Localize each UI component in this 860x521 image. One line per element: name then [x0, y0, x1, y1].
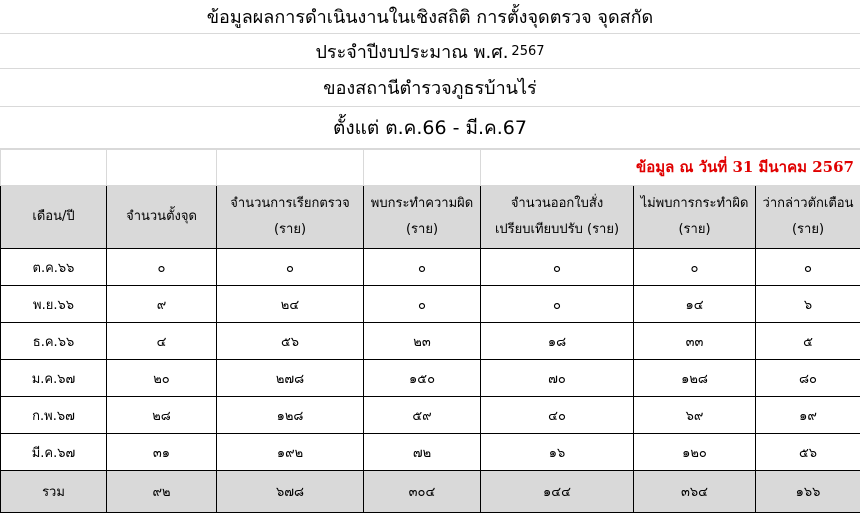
table-cell: ๔ [107, 323, 217, 360]
total-cell: ๙๒ [107, 471, 217, 513]
table-cell: ๐ [481, 249, 634, 286]
month-cell: ก.พ.๖๗ [1, 397, 107, 434]
table-cell: ๒๔ [217, 286, 364, 323]
table-cell: ๑๘ [481, 323, 634, 360]
table-cell: ๖๙ [634, 397, 756, 434]
period-text: ตั้งแต่ ต.ค.66 - มี.ค.67 [333, 117, 527, 139]
month-cell: ธ.ค.๖๖ [1, 323, 107, 360]
column-header: จำนวนออกใบสั่ง เปรียบเทียบปรับ (ราย) [481, 186, 634, 249]
table-row [1, 286, 860, 323]
column-header: จำนวนการเรียกตรวจ (ราย) [217, 186, 364, 249]
table-cell: ๑๙ [756, 397, 860, 434]
data-date-row [1, 149, 860, 186]
column-header: ไม่พบการกระทำผิด (ราย) [634, 186, 756, 249]
table-row [1, 397, 860, 434]
table-cell: ๗๒ [364, 434, 481, 471]
table-row [1, 249, 860, 286]
header-row [1, 186, 860, 249]
table-cell: ๒๐ [107, 360, 217, 397]
table-cell: ๐ [364, 249, 481, 286]
table-cell: ๙ [107, 286, 217, 323]
total-label: รวม [1, 471, 107, 513]
fiscal-year-row [0, 34, 860, 69]
total-cell: ๑๔๔ [481, 471, 634, 513]
table-cell: ๐ [217, 249, 364, 286]
report-title [0, 0, 860, 34]
table-cell: ๒๘ [107, 397, 217, 434]
table-cell: ๑๕๐ [364, 360, 481, 397]
table-cell: ๑๒๘ [217, 397, 364, 434]
table-cell: ๑๔ [634, 286, 756, 323]
statistics-table [0, 148, 860, 513]
table-cell: ๕๙ [364, 397, 481, 434]
table-cell: ๓๓ [634, 323, 756, 360]
table-cell: ๑๒๘ [634, 360, 756, 397]
month-cell: พ.ย.๖๖ [1, 286, 107, 323]
total-cell: ๖๗๘ [217, 471, 364, 513]
column-header: ว่ากล่าวตักเตือน (ราย) [756, 186, 860, 249]
total-cell: ๓๐๔ [364, 471, 481, 513]
table-cell: ๐ [481, 286, 634, 323]
table-cell: ๔๐ [481, 397, 634, 434]
table-cell: ๕๖ [217, 323, 364, 360]
column-header: จำนวนตั้งจุด [107, 186, 217, 249]
period-row [0, 107, 860, 150]
report-title-text: ข้อมูลผลการดำเนินงานในเชิงสถิติ การตั้งจุดตรวจ จุดสกัด [206, 7, 654, 28]
fiscal-year-label: ประจำปีงบประมาณ พ.ศ. [315, 41, 509, 63]
month-cell: มี.ค.๖๗ [1, 434, 107, 471]
data-date: ข้อมูล ณ วันที่ 31 มีนาคม 2567 [481, 149, 860, 186]
table-cell: ๘๐ [756, 360, 860, 397]
table-cell: ๒๗๘ [217, 360, 364, 397]
table-cell: ๒๓ [364, 323, 481, 360]
column-header: พบกระทำความผิด (ราย) [364, 186, 481, 249]
table-row [1, 360, 860, 397]
table-cell: ๕ [756, 323, 860, 360]
total-cell: ๓๖๔ [634, 471, 756, 513]
table-cell: ๐ [634, 249, 756, 286]
month-cell: ม.ค.๖๗ [1, 360, 107, 397]
table-cell: ๑๒๐ [634, 434, 756, 471]
column-header: เดือน/ปี [1, 186, 107, 249]
month-cell: ต.ค.๖๖ [1, 249, 107, 286]
table-cell: ๑๖ [481, 434, 634, 471]
fiscal-year-value: 2567 [511, 43, 545, 59]
table-cell: ๗๐ [481, 360, 634, 397]
table-cell: ๖ [756, 286, 860, 323]
table-row [1, 434, 860, 471]
table-cell: ๕๖ [756, 434, 860, 471]
table-cell: ๐ [756, 249, 860, 286]
table-row [1, 323, 860, 360]
total-cell: ๑๖๖ [756, 471, 860, 513]
table-cell: ๐ [364, 286, 481, 323]
table-cell: ๐ [107, 249, 217, 286]
station-name-row [0, 69, 860, 107]
station-name: ของสถานีตำรวจภูธรบ้านไร่ [323, 78, 537, 99]
total-row [1, 471, 860, 513]
table-cell: ๑๙๒ [217, 434, 364, 471]
table-cell: ๓๑ [107, 434, 217, 471]
